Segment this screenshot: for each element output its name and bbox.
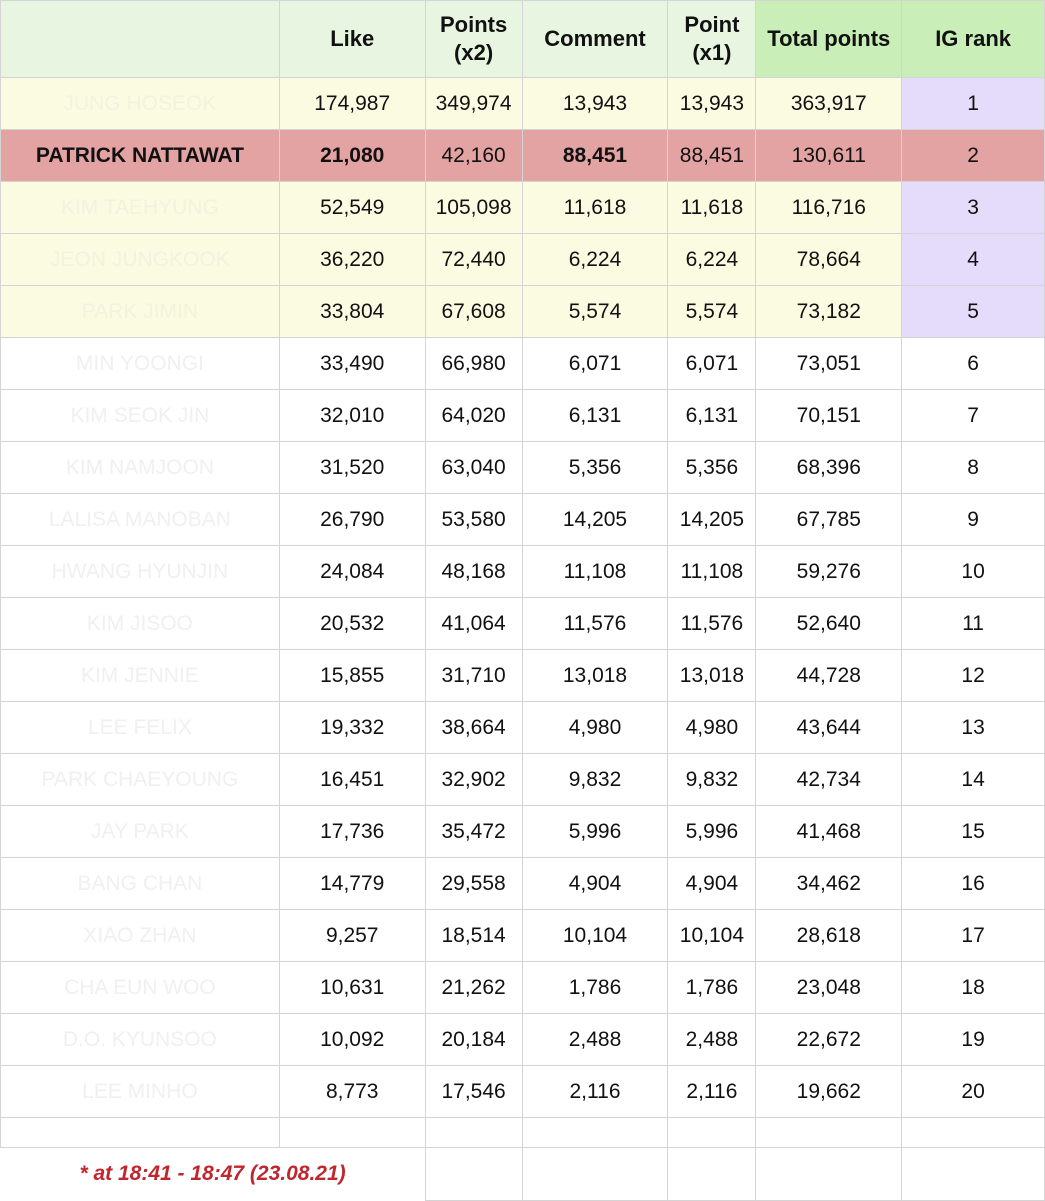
cell-comment: 11,618 — [522, 182, 668, 234]
cell-comment: 1,786 — [522, 962, 668, 1014]
cell-point-x1: 11,108 — [668, 546, 756, 598]
table-row — [1, 598, 1045, 650]
cell-name: PARK JIMIN — [1, 286, 280, 338]
cell-like: 26,790 — [279, 494, 425, 546]
cell-point-x1: 6,131 — [668, 390, 756, 442]
cell-point-x1: 4,980 — [668, 702, 756, 754]
cell-like: 8,773 — [279, 1066, 425, 1118]
cell-name: BANG CHAN — [1, 858, 280, 910]
cell-name: KIM JENNIE — [1, 650, 280, 702]
cell-like: 24,084 — [279, 546, 425, 598]
header-point-x1 — [668, 1, 756, 78]
cell-like: 17,736 — [279, 806, 425, 858]
cell-points-x2: 41,064 — [425, 598, 522, 650]
cell-rank: 17 — [902, 910, 1045, 962]
empty-cell — [668, 1118, 756, 1148]
table-row — [1, 1014, 1045, 1066]
table-row-highlighted — [1, 130, 1045, 182]
cell-points-x2: 66,980 — [425, 338, 522, 390]
cell-points-x2: 63,040 — [425, 442, 522, 494]
cell-total: 22,672 — [756, 1014, 902, 1066]
cell-like: 10,631 — [279, 962, 425, 1014]
footnote-row — [1, 1148, 1045, 1201]
table-row — [1, 702, 1045, 754]
cell-rank: 13 — [902, 702, 1045, 754]
cell-rank: 1 — [902, 78, 1045, 130]
cell-comment: 13,018 — [522, 650, 668, 702]
cell-like: 174,987 — [279, 78, 425, 130]
table-row — [1, 442, 1045, 494]
cell-name: LEE MINHO — [1, 1066, 280, 1118]
cell-point-x1: 10,104 — [668, 910, 756, 962]
cell-like: 14,779 — [279, 858, 425, 910]
cell-points-x2: 17,546 — [425, 1066, 522, 1118]
cell-comment: 5,356 — [522, 442, 668, 494]
cell-points-x2: 20,184 — [425, 1014, 522, 1066]
cell-point-x1: 9,832 — [668, 754, 756, 806]
header-name — [1, 1, 280, 78]
cell-point-x1: 2,116 — [668, 1066, 756, 1118]
cell-points-x2: 31,710 — [425, 650, 522, 702]
footnote-timestamp: * at 18:41 - 18:47 (23.08.21) — [1, 1148, 426, 1201]
cell-like: 10,092 — [279, 1014, 425, 1066]
cell-point-x1: 88,451 — [668, 130, 756, 182]
cell-rank: 8 — [902, 442, 1045, 494]
cell-comment: 13,943 — [522, 78, 668, 130]
cell-points-x2: 38,664 — [425, 702, 522, 754]
table-row — [1, 494, 1045, 546]
cell-total: 52,640 — [756, 598, 902, 650]
cell-points-x2: 64,020 — [425, 390, 522, 442]
cell-total: 67,785 — [756, 494, 902, 546]
cell-comment: 9,832 — [522, 754, 668, 806]
empty-cell — [902, 1148, 1045, 1201]
cell-comment: 88,451 — [522, 130, 668, 182]
cell-like: 16,451 — [279, 754, 425, 806]
cell-points-x2: 72,440 — [425, 234, 522, 286]
table-row — [1, 546, 1045, 598]
cell-point-x1: 6,224 — [668, 234, 756, 286]
table-row — [1, 650, 1045, 702]
cell-point-x1: 4,904 — [668, 858, 756, 910]
header-total-points: Total points — [756, 1, 902, 78]
cell-comment: 10,104 — [522, 910, 668, 962]
cell-rank: 10 — [902, 546, 1045, 598]
cell-point-x1: 13,018 — [668, 650, 756, 702]
cell-comment: 11,576 — [522, 598, 668, 650]
header-comment: Comment — [522, 1, 668, 78]
cell-point-x1: 13,943 — [668, 78, 756, 130]
cell-total: 130,611 — [756, 130, 902, 182]
cell-rank: 7 — [902, 390, 1045, 442]
cell-points-x2: 53,580 — [425, 494, 522, 546]
cell-total: 70,151 — [756, 390, 902, 442]
cell-name: D.O. KYUNSOO — [1, 1014, 280, 1066]
cell-like: 52,549 — [279, 182, 425, 234]
cell-point-x1: 2,488 — [668, 1014, 756, 1066]
empty-cell — [668, 1148, 756, 1201]
table-row — [1, 754, 1045, 806]
cell-rank: 19 — [902, 1014, 1045, 1066]
cell-name: XIAO ZHAN — [1, 910, 280, 962]
cell-rank: 12 — [902, 650, 1045, 702]
cell-total: 44,728 — [756, 650, 902, 702]
cell-point-x1: 5,574 — [668, 286, 756, 338]
header-points-x2-label: Points (x2) — [439, 12, 508, 65]
cell-like: 33,804 — [279, 286, 425, 338]
cell-points-x2: 21,262 — [425, 962, 522, 1014]
cell-comment: 6,071 — [522, 338, 668, 390]
cell-total: 363,917 — [756, 78, 902, 130]
cell-like: 19,332 — [279, 702, 425, 754]
cell-name: KIM NAMJOON — [1, 442, 280, 494]
cell-point-x1: 11,618 — [668, 182, 756, 234]
cell-points-x2: 35,472 — [425, 806, 522, 858]
table-row-empty — [1, 1118, 1045, 1148]
header-ig-rank: IG rank — [902, 1, 1045, 78]
empty-cell — [1, 1118, 280, 1148]
cell-points-x2: 18,514 — [425, 910, 522, 962]
cell-rank: 2 — [902, 130, 1045, 182]
cell-name: PARK CHAEYOUNG — [1, 754, 280, 806]
table-row — [1, 338, 1045, 390]
cell-comment: 6,224 — [522, 234, 668, 286]
cell-name: KIM SEOK JIN — [1, 390, 280, 442]
cell-comment: 4,980 — [522, 702, 668, 754]
cell-rank: 11 — [902, 598, 1045, 650]
cell-total: 42,734 — [756, 754, 902, 806]
cell-total: 59,276 — [756, 546, 902, 598]
cell-total: 23,048 — [756, 962, 902, 1014]
empty-cell — [425, 1148, 522, 1201]
table-row — [1, 182, 1045, 234]
empty-cell — [425, 1118, 522, 1148]
cell-total: 73,182 — [756, 286, 902, 338]
cell-point-x1: 6,071 — [668, 338, 756, 390]
cell-name: MIN YOONGI — [1, 338, 280, 390]
header-points-x2 — [425, 1, 522, 78]
cell-name: JAY PARK — [1, 806, 280, 858]
table-row — [1, 286, 1045, 338]
cell-name: LEE FELIX — [1, 702, 280, 754]
cell-points-x2: 29,558 — [425, 858, 522, 910]
cell-rank: 5 — [902, 286, 1045, 338]
cell-total: 68,396 — [756, 442, 902, 494]
empty-cell — [902, 1118, 1045, 1148]
cell-total: 28,618 — [756, 910, 902, 962]
cell-name: LALISA MANOBAN — [1, 494, 280, 546]
header-like: Like — [279, 1, 425, 78]
cell-rank: 3 — [902, 182, 1045, 234]
cell-name: PATRICK NATTAWAT — [1, 130, 280, 182]
cell-total: 19,662 — [756, 1066, 902, 1118]
cell-rank: 20 — [902, 1066, 1045, 1118]
cell-point-x1: 1,786 — [668, 962, 756, 1014]
table-row — [1, 962, 1045, 1014]
cell-total: 43,644 — [756, 702, 902, 754]
table-row — [1, 806, 1045, 858]
cell-name: KIM JISOO — [1, 598, 280, 650]
cell-points-x2: 32,902 — [425, 754, 522, 806]
empty-cell — [756, 1148, 902, 1201]
header-point-x1-label: Point (x1) — [684, 12, 740, 65]
cell-name: KIM TAEHYUNG — [1, 182, 280, 234]
table-row — [1, 234, 1045, 286]
cell-point-x1: 11,576 — [668, 598, 756, 650]
cell-total: 116,716 — [756, 182, 902, 234]
cell-comment: 14,205 — [522, 494, 668, 546]
cell-total: 34,462 — [756, 858, 902, 910]
cell-rank: 4 — [902, 234, 1045, 286]
cell-name: JUNG HOSEOK — [1, 78, 280, 130]
table-header — [1, 1, 1045, 78]
cell-points-x2: 349,974 — [425, 78, 522, 130]
cell-comment: 6,131 — [522, 390, 668, 442]
cell-points-x2: 42,160 — [425, 130, 522, 182]
cell-rank: 18 — [902, 962, 1045, 1014]
cell-rank: 9 — [902, 494, 1045, 546]
cell-points-x2: 105,098 — [425, 182, 522, 234]
cell-like: 21,080 — [279, 130, 425, 182]
cell-rank: 14 — [902, 754, 1045, 806]
table-row — [1, 910, 1045, 962]
cell-points-x2: 48,168 — [425, 546, 522, 598]
cell-comment: 2,488 — [522, 1014, 668, 1066]
cell-comment: 5,996 — [522, 806, 668, 858]
cell-rank: 15 — [902, 806, 1045, 858]
cell-like: 36,220 — [279, 234, 425, 286]
cell-points-x2: 67,608 — [425, 286, 522, 338]
cell-rank: 16 — [902, 858, 1045, 910]
table-row — [1, 78, 1045, 130]
cell-like: 31,520 — [279, 442, 425, 494]
cell-rank: 6 — [902, 338, 1045, 390]
cell-like: 32,010 — [279, 390, 425, 442]
table-row — [1, 1066, 1045, 1118]
cell-name: CHA EUN WOO — [1, 962, 280, 1014]
cell-point-x1: 5,996 — [668, 806, 756, 858]
cell-like: 15,855 — [279, 650, 425, 702]
cell-point-x1: 5,356 — [668, 442, 756, 494]
cell-name: JEON JUNGKOOK — [1, 234, 280, 286]
cell-comment: 5,574 — [522, 286, 668, 338]
empty-cell — [522, 1148, 668, 1201]
table-row — [1, 858, 1045, 910]
cell-like: 20,532 — [279, 598, 425, 650]
cell-total: 78,664 — [756, 234, 902, 286]
cell-comment: 2,116 — [522, 1066, 668, 1118]
cell-like: 33,490 — [279, 338, 425, 390]
cell-comment: 11,108 — [522, 546, 668, 598]
cell-total: 41,468 — [756, 806, 902, 858]
empty-cell — [522, 1118, 668, 1148]
cell-comment: 4,904 — [522, 858, 668, 910]
table-row — [1, 390, 1045, 442]
cell-total: 73,051 — [756, 338, 902, 390]
cell-like: 9,257 — [279, 910, 425, 962]
table-body — [1, 78, 1045, 1201]
empty-cell — [279, 1118, 425, 1148]
cell-name: HWANG HYUNJIN — [1, 546, 280, 598]
cell-point-x1: 14,205 — [668, 494, 756, 546]
empty-cell — [756, 1118, 902, 1148]
